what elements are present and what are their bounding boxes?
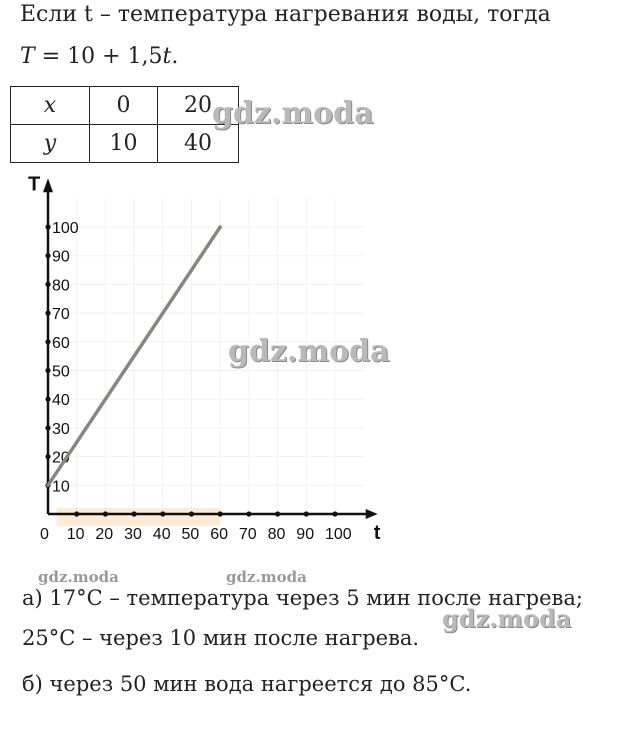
x-tick-label: 30	[124, 526, 142, 543]
y-tick	[45, 282, 50, 287]
y-tick	[45, 339, 50, 344]
watermark: gdz.moda	[226, 568, 307, 586]
x-axis-label: t	[373, 522, 381, 544]
watermark: gdz.moda	[38, 568, 119, 586]
x-tick	[332, 511, 337, 516]
y-tick	[45, 397, 50, 402]
watermark: gdz.moda	[442, 604, 572, 633]
axis-highlight	[57, 508, 221, 526]
x-axis-arrow	[366, 509, 378, 519]
formula-end: .	[171, 44, 179, 69]
x-tick	[304, 511, 309, 516]
x-tick	[160, 511, 165, 516]
y-tick	[45, 224, 50, 229]
value-table	[10, 86, 239, 163]
y-tick-label: 30	[52, 420, 70, 438]
formula-lhs: T	[20, 44, 35, 69]
table-cell: 20	[158, 87, 239, 125]
y-tick	[45, 368, 50, 373]
temperature-graph	[14, 176, 404, 576]
table-cell: x	[11, 87, 90, 125]
y-tick-label: 70	[52, 306, 70, 324]
y-tick-label: 100	[52, 220, 79, 237]
x-tick	[275, 511, 280, 516]
x-tick-label: 80	[267, 526, 286, 543]
answer-a-line1: а) 17°C – температура через 5 мин после нагрева;	[22, 586, 583, 610]
table-row	[11, 125, 239, 163]
y-tick-label: 20	[52, 449, 70, 467]
y-axis-arrow	[43, 178, 53, 192]
x-tick	[218, 511, 223, 516]
y-tick-label: 50	[52, 363, 70, 381]
watermark: gdz.moda	[228, 334, 390, 369]
y-tick-label: 10	[52, 478, 70, 496]
y-tick	[45, 454, 50, 459]
x-tick	[132, 511, 137, 516]
y-tick-label: 80	[52, 277, 70, 295]
y-tick	[45, 311, 50, 316]
table-cell: y	[11, 125, 90, 163]
table-cell: 10	[90, 125, 158, 163]
x-tick	[103, 511, 108, 516]
watermark: gdz.moda	[212, 96, 374, 131]
origin-label: 0	[40, 526, 49, 543]
x-tick	[74, 511, 79, 516]
y-tick	[45, 253, 50, 258]
x-tick-label: 60	[210, 526, 228, 543]
formula	[20, 44, 178, 69]
formula-var: t	[162, 44, 172, 69]
y-tick-label: 90	[52, 248, 70, 266]
formula-rhs: = 10 + 1,5	[41, 44, 163, 69]
y-tick	[45, 425, 50, 430]
x-tick-label: 90	[296, 526, 315, 543]
y-tick-label: 40	[52, 392, 70, 410]
y-tick-label: 60	[52, 334, 70, 352]
x-tick	[246, 511, 251, 516]
table-row	[11, 87, 239, 125]
table-cell: 40	[158, 125, 239, 163]
x-tick-label: 100	[325, 526, 352, 543]
intro-text: Если t – температура нагревания воды, тогда	[20, 2, 551, 27]
x-tick-label: 40	[152, 526, 171, 543]
x-tick-label: 10	[66, 526, 85, 543]
answer-a-line2: 25°C – через 10 мин после нагрева.	[22, 626, 420, 650]
answer-b: б) через 50 мин вода нагреется до 85°C.	[22, 672, 472, 696]
x-tick-label: 20	[95, 526, 114, 543]
x-tick	[189, 511, 194, 516]
x-tick-label: 70	[238, 526, 257, 543]
y-axis-label: T	[28, 176, 41, 196]
table-cell: 0	[90, 87, 158, 125]
x-tick-label: 50	[181, 526, 200, 543]
